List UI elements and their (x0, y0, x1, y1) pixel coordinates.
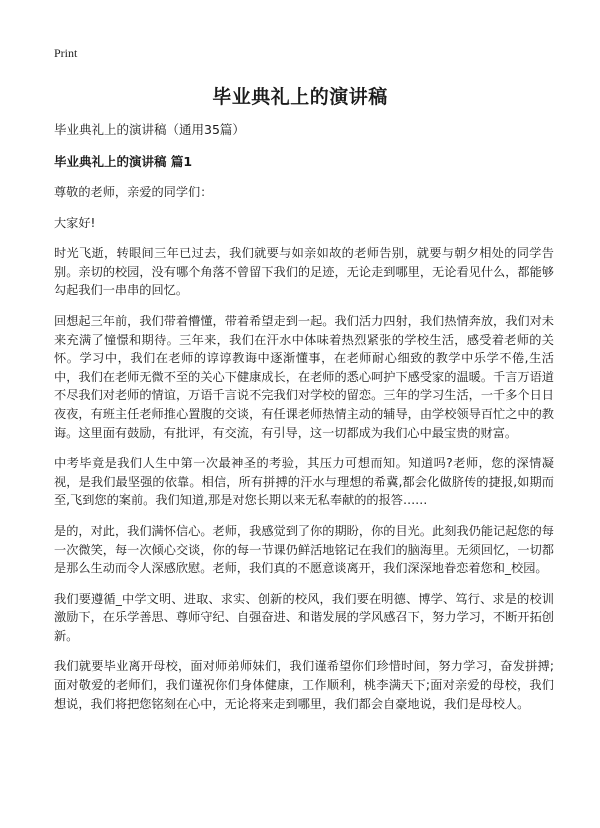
paragraph-greeting: 大家好! (54, 215, 96, 230)
paragraph: 我们就要毕业离开母校，面对师弟师妹们，我们谨希望你们珍惜时间，努力学习，奋发拼搏;面对敬爱的老师们，我们谨祝你们身体健康，工作顺利，桃李满天下;面对亲爱的母校，我们想说，我们将把您铭刻在心中，无论将来走到哪里，我们都会自豪地说，我们是母校人。 (54, 659, 554, 711)
paragraph: 我们要遵循_中学文明、进取、求实、创新的校风，我们要在明德、博学、笃行、求是的校训激励下，在乐学善思、尊师守纪、自强奋进、和谐发展的学风感召下，努力学习，不断开拓创新。 (54, 591, 554, 643)
paragraph-salutation: 尊敬的老师，亲爱的同学们： (54, 185, 213, 199)
paragraph: 回想起三年前，我们带着懵懂，带着希望走到一起。我们活力四射，我们热情奔放，我们对未来充满了憧憬和期待。三年来，我们在汗水中体味着热烈紧张的学校生活，感受着老师的关怀。学习中，我们在老师的谆谆教诲中逐渐懂事，在老师耐心细致的教学中乐学不倦,生活中，我们在老师无微不至的关心下健康成长，在老师的悉心呵护下感受家的温暖。千言万语道不尽我们对老师的情谊，万语千言说不完我们对学校的留恋。三年的学习生活，一千多个日日夜夜，有班主任老师推心置腹的交谈，有任课老师热情主动的辅导，由学校领导百忙之中的教诲。这里面有鼓励，有批评，有交流，有引导，这一切都成为我们心中最宝贵的财富。 (54, 313, 554, 440)
document-title: 毕业典礼上的演讲稿 (212, 86, 388, 108)
paragraph: 中考毕竟是我们人生中第一次最神圣的考验，其压力可想而知。知道吗?老师，您的深情凝视，是我们最坚强的依靠。相信，所有拼搏的汗水与理想的希冀,都会化做脐传的捷报,如期而至,飞到您的案前。我们知道,那是对您长期以来无私奉献的的报答…… (54, 456, 554, 508)
section-heading: 毕业典礼上的演讲稿 篇1 (54, 154, 193, 169)
paragraph: 是的，对此，我们满怀信心。老师，我感觉到了你的期盼，你的目光。此刻我仍能记起您的每一次微笑，每一次倾心交谈，你的每一节课仍鲜活地铭记在我们的脑海里。无须回忆，一切都是那么生动而令人深感欣慰。老师，我们真的不愿意谈离开，我们深深地眷恋着您和_校园。 (54, 523, 554, 576)
document-body (54, 183, 554, 725)
paragraph: 时光飞逝，转眼间三年已过去，我们就要与如亲如故的老师告别，就要与朝夕相处的同学告别。亲切的校园，没有哪个角落不曾留下我们的足迹，无论走到哪里，无论看见什么，都能够勾起我们一串串的回忆。 (54, 246, 554, 298)
print-link[interactable]: Print (54, 46, 78, 60)
document-subtitle: 毕业典礼上的演讲稿（通用35篇） (54, 122, 245, 137)
